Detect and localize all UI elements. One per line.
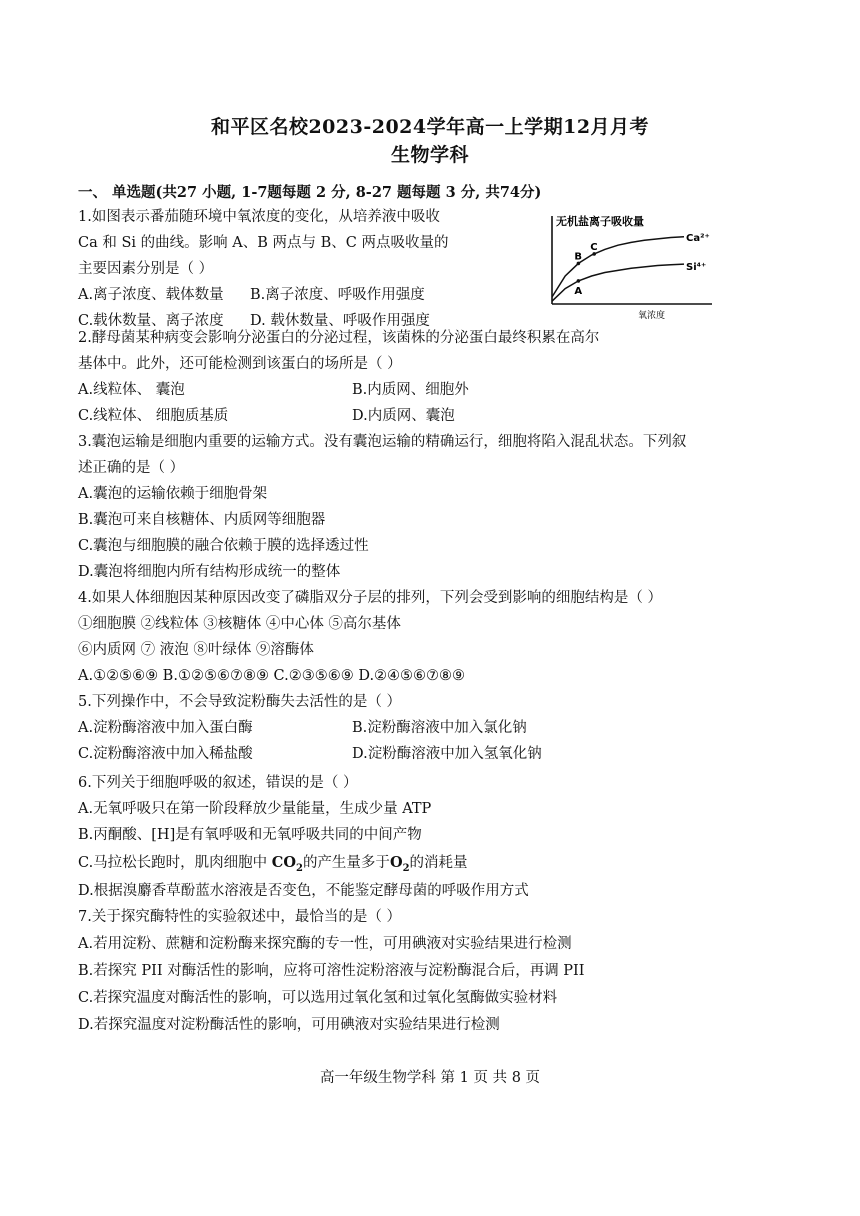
point-label-a: A <box>574 285 583 297</box>
q3-option-b: B.囊泡可来自核糖体、内质网等细胞器 <box>78 512 326 528</box>
q4-stem: 4.如果人体细胞因某种原因改变了磷脂双分子层的排列，下列会受到影响的细胞结构是（ ） <box>78 590 662 606</box>
series-label-si: Si⁴⁺ <box>686 262 707 274</box>
point-a <box>577 279 581 283</box>
q4-options: A.①②⑤⑥⑨ B.①②⑤⑥⑦⑧⑨ C.②③⑤⑥⑨ D.②④⑤⑥⑦⑧⑨ <box>78 668 466 684</box>
q3-option-c: C.囊泡与细胞膜的融合依赖于膜的选择透过性 <box>78 538 369 554</box>
q3-option-d: D.囊泡将细胞内所有结构形成统一的整体 <box>78 564 341 580</box>
q2-option-a: A.线粒体、 囊泡 <box>78 382 185 398</box>
q2-options-row2 <box>78 406 455 426</box>
q4-items-row1: ①细胞膜 ②线粒体 ③核糖体 ④中心体 ⑤高尔基体 <box>78 616 401 632</box>
ion-absorption-chart <box>544 208 716 320</box>
q7-option-a: A.若用淀粉、蔗糖和淀粉酶来探究酶的专一性，可用碘液对实验结果进行检测 <box>78 936 572 952</box>
x-axis-label: 氧浓度 <box>638 311 666 320</box>
q6-stem: 6.下列关于细胞呼吸的叙述，错误的是（ ） <box>78 775 358 791</box>
series-line-ca <box>552 237 684 297</box>
chart-title: 无机盐离子吸收量 <box>556 215 644 228</box>
exam-title: 和平区名校2023-2024学年高一上学期12月月考 <box>210 116 650 138</box>
section-heading: 一、 单选题(共27 小题, 1-7题每题 2 分, 8-27 题每题 3 分, 共74分) <box>78 184 542 201</box>
q2-option-d: D.内质网、囊泡 <box>352 408 455 424</box>
q1-option-c: C.载休数量、离子浓度 <box>78 313 224 329</box>
page-footer: 高一年级生物学科 第 1 页 共 8 页 <box>319 1070 541 1086</box>
point-label-b: B <box>574 251 583 263</box>
q6-option-b: B.丙酮酸、[H]是有氧呼吸和无氧呼吸共同的中间产物 <box>78 827 422 843</box>
q1-options-row1 <box>78 285 425 305</box>
q3-stem-line2: 述正确的是（ ） <box>78 460 185 476</box>
q3-option-a: A.囊泡的运输依赖于细胞骨架 <box>78 486 268 502</box>
q5-option-c: C.淀粉酶溶液中加入稀盐酸 <box>78 746 253 762</box>
q6-option-c: C.马拉松长跑时，肌肉细胞中 $CO_2$的产生量多于$O_2$的消耗量 <box>78 854 468 874</box>
q4-items-row2: ⑥内质网 ⑦ 液泡 ⑧叶绿体 ⑨溶酶体 <box>78 642 314 658</box>
q6-option-d: D.根据溴麝香草酚蓝水溶液是否变色，不能鉴定酵母菌的呼吸作用方式 <box>78 883 529 899</box>
q2-option-c: C.线粒体、 细胞质基质 <box>78 408 229 424</box>
q2-options-row1 <box>78 380 469 400</box>
q5-option-b: B.淀粉酶溶液中加入氯化钠 <box>352 720 527 736</box>
q7-option-b: B.若探究 PII 对酶活性的影响，应将可溶性淀粉溶液与淀粉酶混合后，再调 PII <box>78 963 585 979</box>
q7-stem: 7.关于探究酶特性的实验叙述中，最恰当的是（ ） <box>78 909 401 925</box>
q6-option-a: A.无氧呼吸只在第一阶段释放少量能量，生成少量 ATP <box>78 801 432 817</box>
co2-formula: $CO_2$ <box>271 854 303 874</box>
q2-option-b: B.内质网、细胞外 <box>352 382 469 398</box>
q5-stem: 5.下列操作中，不会导致淀粉酶失去活性的是（ ） <box>78 694 401 710</box>
q1-stem-line2: Ca 和 Si 的曲线。影响 A、B 两点与 B、C 两点吸收量的 <box>78 235 449 251</box>
o2-formula: $O_2$ <box>389 854 410 874</box>
q1-stem-line1: 1.如图表示番茄随环境中氧浓度的变化，从培养液中吸收 <box>78 209 440 225</box>
exam-subject: 生物学科 <box>390 144 469 166</box>
q2-stem-line1: 2.酵母菌某种病变会影响分泌蛋白的分泌过程，该菌株的分泌蛋白最终积累在高尔 <box>78 330 600 346</box>
q5-options-row1 <box>78 718 527 738</box>
q5-options-row2 <box>78 744 542 764</box>
q1-stem-line3: 主要因素分别是（ ） <box>78 261 214 277</box>
q1-option-d: D. 载休数量、呼吸作用强度 <box>250 313 430 329</box>
q1-option-b: B.离子浓度、呼吸作用强度 <box>250 287 425 303</box>
point-label-c: C <box>590 241 598 253</box>
q7-option-d: D.若探究温度对淀粉酶活性的影响，可用碘液对实验结果进行检测 <box>78 1017 500 1033</box>
q2-stem-line2: 基体中。此外，还可能检测到该蛋白的场所是（ ） <box>78 356 402 372</box>
q7-option-c: C.若探究温度对酶活性的影响，可以选用过氧化氢和过氧化氢酶做实验材料 <box>78 990 558 1006</box>
q1-option-a: A.离子浓度、载体数量 <box>78 287 224 303</box>
q3-stem-line1: 3.囊泡运输是细胞内重要的运输方式。没有囊泡运输的精确运行，细胞将陷入混乱状态。下列叙 <box>78 434 687 450</box>
q5-option-d: D.淀粉酶溶液中加入氢氧化钠 <box>352 746 542 762</box>
q5-option-a: A.淀粉酶溶液中加入蛋白酶 <box>78 720 253 736</box>
series-label-ca: Ca²⁺ <box>686 232 710 244</box>
